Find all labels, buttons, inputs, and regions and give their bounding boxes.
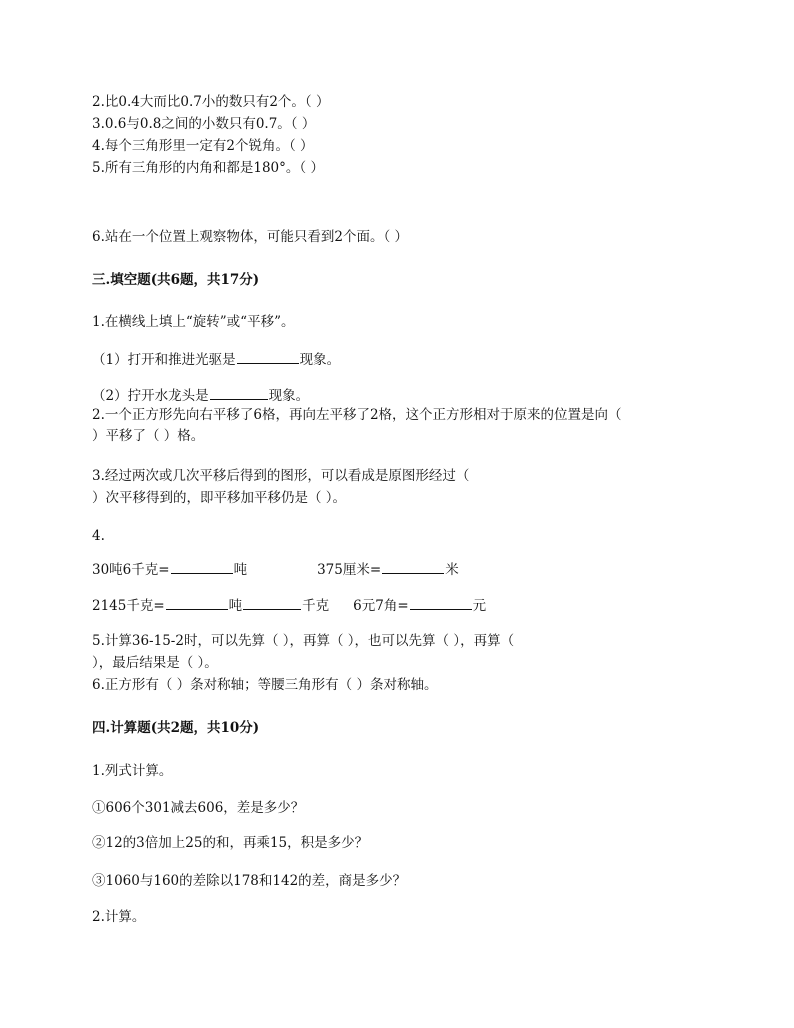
calc-question-1-a: ①606个301减去606，差是多少？ — [92, 800, 305, 816]
judge-question-5: 5.所有三角形的内角和都是180°。（ ） — [92, 160, 324, 176]
fill-question-1-part-2 — [92, 386, 309, 405]
calc-question-1-stem: 1.列式计算。 — [92, 763, 173, 779]
judge-question-3: 3.0.6与0.8之间的小数只有0.7。（ ） — [92, 116, 316, 132]
conversion-a-text: 30吨6千克= — [92, 562, 170, 578]
answer-blank[interactable] — [171, 560, 233, 574]
part-1-text-after: 现象。 — [299, 352, 341, 368]
fill-question-2-line-1: 2.一个正方形先向右平移了6格，再向左平移了2格，这个正方形相对于原来的位置是向（ — [92, 407, 622, 423]
calc-question-2: 2.计算。 — [92, 909, 146, 925]
fill-question-4-row-2 — [92, 596, 486, 615]
answer-blank[interactable] — [166, 596, 228, 610]
answer-blank[interactable] — [243, 596, 301, 610]
conversion-a-unit: 吨 — [233, 562, 248, 578]
fill-question-6: 6.正方形有（ ）条对称轴；等腰三角形有（ ）条对称轴。 — [92, 677, 438, 693]
part-1-text-before: （1）打开和推进光驱是 — [92, 352, 236, 368]
fill-question-1-stem: 1.在横线上填上“旋转”或“平移”。 — [92, 314, 295, 330]
answer-blank[interactable] — [382, 560, 444, 574]
section-3-title: 三.填空题(共6题，共17分) — [92, 272, 260, 288]
judge-question-4: 4.每个三角形里一定有2个锐角。（ ） — [92, 138, 314, 154]
conversion-c-unit-1: 吨 — [228, 598, 243, 614]
conversion-c-text: 2145千克= — [92, 598, 165, 614]
calc-question-1-b: ②12的3倍加上25的和，再乘15，积是多少？ — [92, 835, 369, 851]
part-2-text-before: （2）拧开水龙头是 — [92, 388, 209, 404]
part-2-text-after: 现象。 — [268, 388, 310, 404]
calc-question-1-c: ③1060与160的差除以178和142的差，商是多少？ — [92, 873, 407, 889]
judge-question-2: 2.比0.4大而比0.7小的数只有2个。（ ） — [92, 94, 330, 110]
answer-blank[interactable] — [237, 350, 299, 364]
fill-question-4-number: 4. — [92, 528, 105, 544]
judge-question-6: 6.站在一个位置上观察物体，可能只看到2个面。（ ） — [92, 229, 409, 245]
conversion-d-text: 6元7角= — [353, 598, 409, 614]
fill-question-1-part-1 — [92, 350, 340, 369]
fill-question-3-line-2: ）次平移得到的，即平移加平移仍是（ ）。 — [92, 490, 347, 506]
fill-question-5-line-2: ），最后结果是（ ）。 — [92, 655, 218, 671]
conversion-c-unit-2: 千克 — [302, 598, 330, 614]
conversion-d-unit: 元 — [472, 598, 487, 614]
section-4-title: 四.计算题(共2题，共10分) — [92, 720, 260, 736]
fill-question-5-line-1: 5.计算36-15-2时，可以先算（ ），再算（ ），也可以先算（ ），再算（ — [92, 633, 515, 649]
fill-question-3-line-1: 3.经过两次或几次平移后得到的图形，可以看成是原图形经过（ — [92, 468, 470, 484]
conversion-b-unit: 米 — [445, 562, 459, 578]
answer-blank[interactable] — [210, 386, 268, 400]
conversion-b-text: 375厘米= — [317, 562, 382, 578]
fill-question-2-line-2: ）平移了（ ）格。 — [92, 428, 205, 444]
fill-question-4-row-1 — [92, 560, 459, 579]
answer-blank[interactable] — [410, 596, 472, 610]
